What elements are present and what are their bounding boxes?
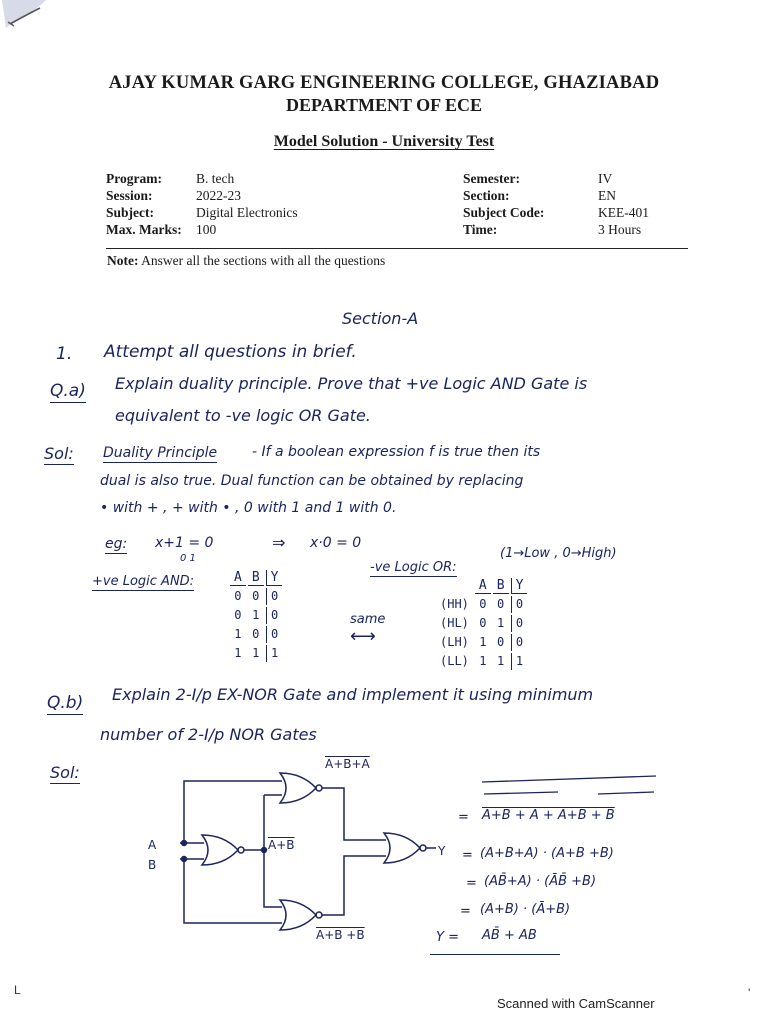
example-result: x·0 = 0 — [310, 535, 362, 551]
table-cell: 0 — [266, 607, 283, 624]
column-header: B — [248, 570, 264, 586]
nor-gate-bottom — [280, 900, 322, 930]
table-cell: 1 — [234, 627, 242, 641]
bottom-gate-output-label: A+B +B — [316, 928, 365, 942]
table-cell: 1 — [252, 646, 260, 660]
example-subscripts: 0 1 — [180, 553, 196, 564]
nor-gate-circuit-diagram — [140, 755, 460, 950]
top-gate-output-label: A+B+A — [325, 757, 370, 771]
table-row — [230, 588, 282, 605]
question-number: 1. — [56, 344, 73, 364]
table-cell: 1 — [252, 608, 260, 622]
table-cell: 1 — [497, 654, 505, 668]
middle-gate-output-label: A+B — [268, 838, 295, 852]
question-text: Attempt all questions in brief. — [104, 342, 357, 362]
table-row — [436, 596, 527, 613]
question-text: Explain 2-I/p EX-NOR Gate and implement it using minimum — [112, 685, 594, 704]
nor-gate-top — [280, 773, 322, 803]
meta-key: Subject: — [106, 205, 154, 220]
input-a-label: A — [148, 838, 157, 852]
meta-key: Session: — [106, 188, 153, 203]
meta-key: Subject Code: — [463, 205, 545, 220]
college-name: AJAY KUMAR GARG ENGINEERING COLLEGE, GHAZIABAD — [108, 73, 660, 93]
derivation-prefix: Y = — [436, 930, 459, 945]
table-cell: (LL) — [440, 654, 469, 668]
derivation-prefix: = — [460, 904, 471, 919]
nor-gate-output — [384, 833, 426, 863]
meta-row — [463, 221, 649, 238]
paperclip-icon — [2, 0, 64, 30]
solution-label: Sol: — [44, 444, 74, 463]
wires — [180, 781, 436, 923]
meta-row — [106, 170, 298, 187]
meta-value: 2022-23 — [196, 188, 241, 203]
question-text: number of 2-I/p NOR Gates — [100, 725, 317, 744]
positive-logic-label: +ve Logic AND: — [92, 574, 195, 589]
table-cell: 1 — [479, 654, 487, 668]
meta-row — [106, 187, 298, 204]
table-cell: 1 — [234, 646, 242, 660]
solution-label: Sol: — [50, 763, 80, 782]
derivation-prefix: = — [458, 810, 469, 825]
derivation-step: A+B + A + A+B + B — [482, 808, 615, 823]
meta-right — [463, 170, 649, 238]
table-cell: 1 — [266, 645, 283, 662]
table-cell: 0 — [252, 589, 260, 603]
table-row — [436, 634, 527, 651]
meta-key: Max. Marks: — [106, 222, 182, 237]
meta-value: Digital Electronics — [196, 205, 298, 220]
table-cell: (LH) — [440, 635, 469, 649]
note-line — [107, 253, 385, 269]
table-cell: 0 — [479, 597, 487, 611]
edge-mark-right: ' — [748, 986, 751, 1000]
meta-row — [463, 170, 649, 187]
document-title: Model Solution - University Test — [273, 133, 495, 150]
duality-title: Duality Principle — [103, 445, 218, 461]
column-header — [436, 578, 473, 594]
meta-row — [463, 204, 649, 221]
meta-value: B. tech — [196, 171, 235, 186]
solution-text: dual is also true. Dual function can be obtained by replacing — [100, 473, 524, 489]
implies-arrow: ⇒ — [272, 533, 286, 552]
same-label: same — [350, 612, 386, 627]
derivation-step: (A+B+A) · (A+B +B) — [480, 846, 614, 861]
double-arrow-icon: ⟷ — [350, 626, 376, 647]
table-cell: (HH) — [440, 597, 469, 611]
table-cell: 0 — [511, 634, 528, 651]
solution-text: - If a boolean expression f is true then its — [252, 444, 541, 460]
meta-left — [106, 170, 298, 238]
note-text: Answer all the sections with all the questions — [138, 253, 386, 268]
meta-key: Section: — [463, 188, 510, 203]
header-divider — [106, 248, 688, 249]
overbar-lines — [478, 772, 658, 802]
table-cell: 0 — [266, 588, 283, 605]
question-text: Explain duality principle. Prove that +ve Logic AND Gate is — [115, 374, 588, 393]
edge-mark-left: L — [14, 983, 21, 997]
meta-value: 3 Hours — [598, 222, 642, 237]
meta-row — [106, 204, 298, 221]
note-label: Note: — [107, 253, 139, 268]
derivation-step: AB̄ + AB — [482, 928, 537, 943]
meta-value: KEE-401 — [598, 205, 649, 220]
table-cell: 0 — [479, 616, 487, 630]
meta-key: Time: — [463, 222, 498, 237]
negative-logic-label: -ve Logic OR: — [370, 560, 457, 575]
table-cell: 0 — [266, 626, 283, 643]
example-label: eg: — [105, 536, 128, 552]
meta-row — [106, 221, 298, 238]
derivation-step: (A+B) · (Ā+B) — [480, 902, 571, 917]
table-cell: 1 — [479, 635, 487, 649]
table-row — [436, 615, 527, 632]
question-label: Q.a) — [50, 381, 86, 401]
table-row — [436, 653, 527, 670]
meta-key: Program: — [106, 171, 162, 186]
column-header: Y — [266, 570, 283, 586]
derivation-prefix: = — [466, 876, 477, 891]
table-cell: 0 — [234, 608, 242, 622]
input-b-label: B — [148, 858, 157, 872]
truth-table-and — [228, 568, 284, 664]
table-row — [230, 645, 282, 662]
section-heading: Section-A — [342, 309, 419, 328]
example-expression: x+1 = 0 — [155, 535, 214, 551]
table-cell: 0 — [511, 615, 528, 632]
table-cell: 0 — [497, 635, 505, 649]
table-cell: (HL) — [440, 616, 469, 630]
meta-value: IV — [598, 171, 613, 186]
result-underline — [430, 954, 560, 955]
table-cell: 0 — [234, 589, 242, 603]
column-header: A — [230, 570, 246, 586]
solution-text: • with + , + with • , 0 with 1 and 1 with 0. — [100, 500, 397, 516]
meta-key: Semester: — [463, 171, 520, 186]
nor-gate-middle — [202, 835, 244, 865]
truth-table-or — [434, 576, 529, 672]
question-label: Q.b) — [47, 693, 84, 713]
output-y-label: Y — [438, 844, 446, 858]
derivation-prefix: = — [462, 848, 473, 863]
derivation-step: (AB̄+A) · (ĀB̄ +B) — [484, 874, 597, 889]
question-text: equivalent to -ve logic OR Gate. — [115, 406, 371, 425]
column-header: A — [475, 578, 491, 594]
scanner-watermark: Scanned with CamScanner — [497, 996, 655, 1011]
table-cell: 1 — [497, 616, 505, 630]
table-cell: 0 — [511, 596, 528, 613]
meta-value: 100 — [196, 222, 217, 237]
column-header: B — [493, 578, 509, 594]
department-name: DEPARTMENT OF ECE — [285, 95, 483, 115]
meta-value: EN — [598, 188, 616, 203]
table-row — [230, 607, 282, 624]
table-cell: 0 — [252, 627, 260, 641]
table-cell: 1 — [511, 653, 528, 670]
table-row — [230, 626, 282, 643]
table-cell: 0 — [497, 597, 505, 611]
negative-logic-mapping: (1→Low , 0→High) — [500, 546, 617, 561]
column-header: Y — [511, 578, 528, 594]
meta-row — [463, 187, 649, 204]
